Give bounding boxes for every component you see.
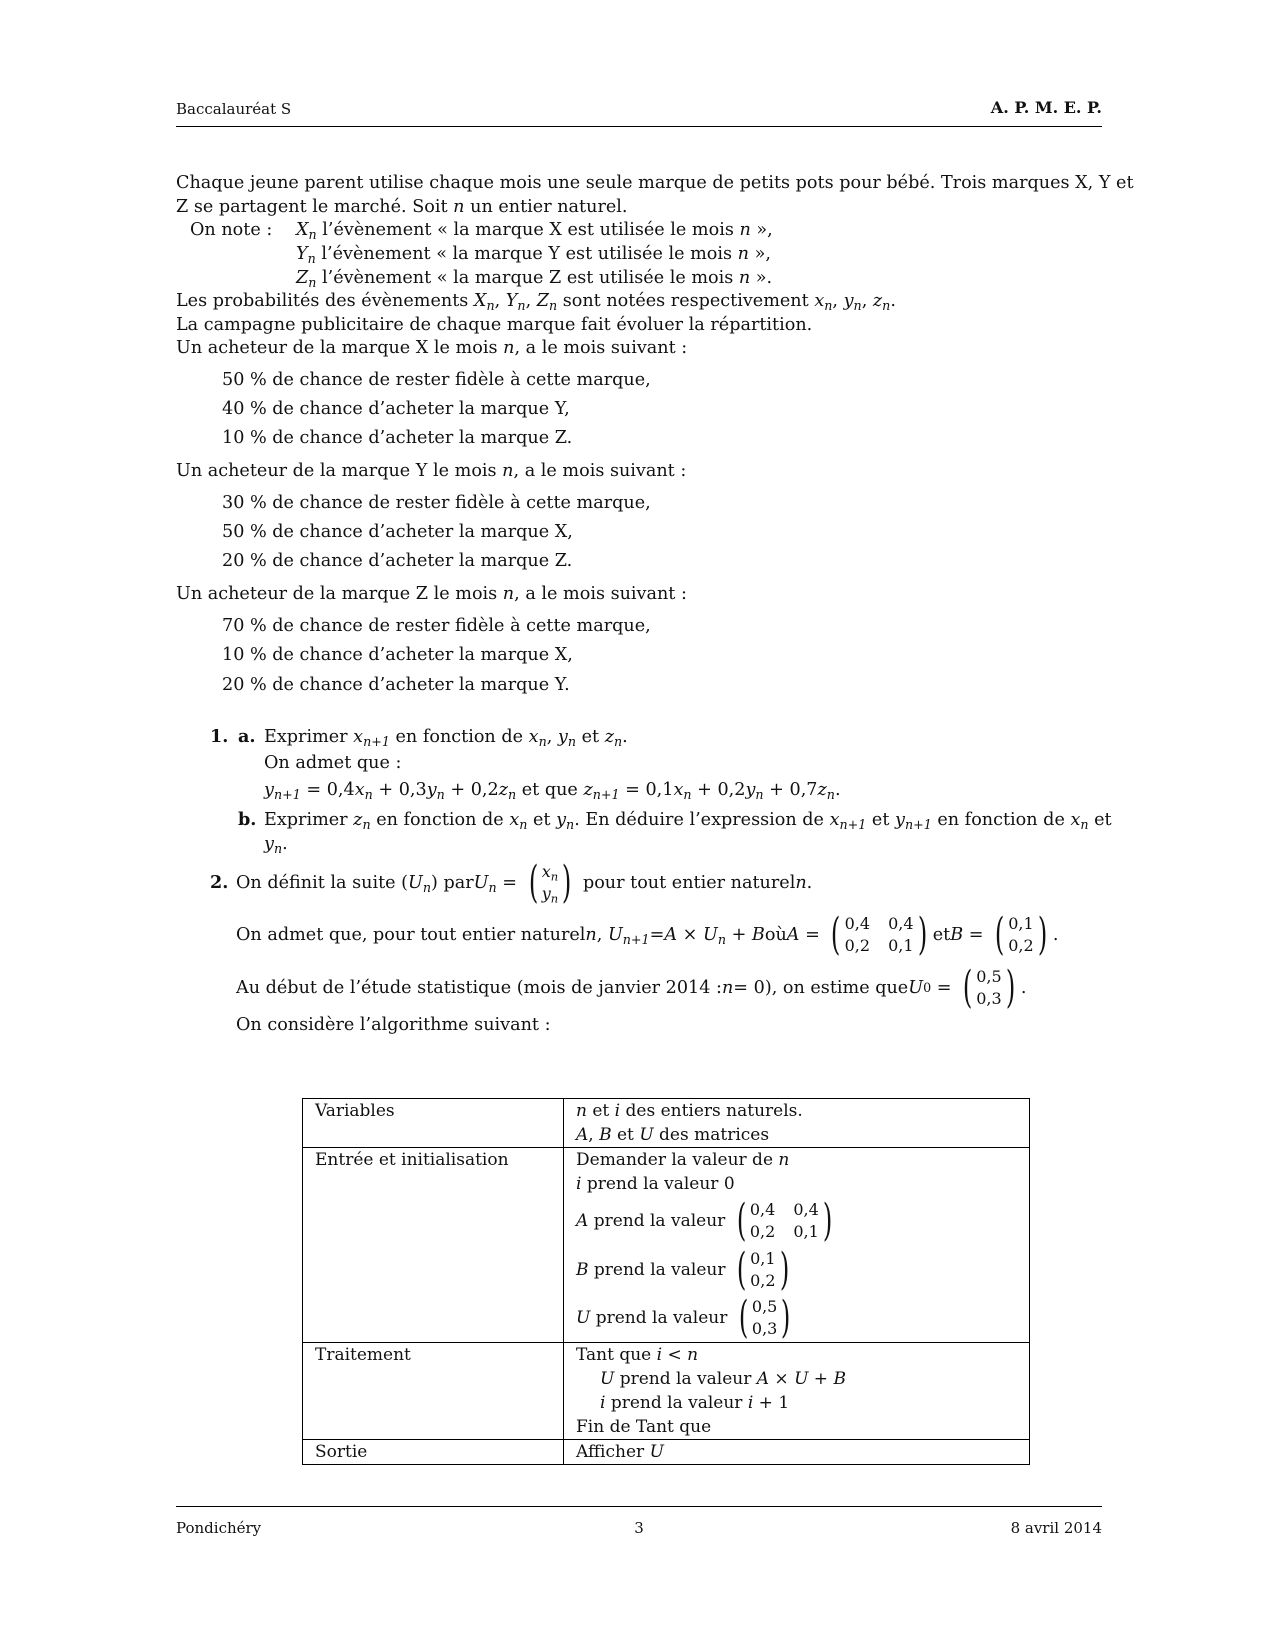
q1b-text-end: $y_n$. <box>264 834 288 856</box>
algo-matrix-a: ( 0,4 0,4 0,2 0,1 ) <box>736 1195 833 1246</box>
table-row <box>303 1343 1030 1440</box>
buyer-z-intro: Un acheteur de la marque Z le mois n, a le mois suivant : <box>176 584 687 604</box>
matrix-u0: ( 0,5 0,3 ) <box>962 962 1015 1013</box>
page-header <box>176 98 1102 127</box>
algo-matrix-u: ( 0,5 0,3 ) <box>738 1292 791 1343</box>
page-number: 3 <box>634 1519 644 1537</box>
buyer-x-item: 10 % de chance d’acheter la marque Z. <box>222 428 573 448</box>
note-label: On note : <box>190 220 273 240</box>
buyer-x-item: 40 % de chance d’acheter la marque Y, <box>222 399 570 419</box>
algo-matrix-b: ( 0,1 0,2 ) <box>736 1244 789 1295</box>
q1a-text: Exprimer $x_{n+1}$ en fonction de $x_n$, $y_n$ et $z_n$. <box>264 727 628 749</box>
matrix-a: ( 0,4 0,4 0,2 0,1 ) <box>831 909 927 960</box>
note-x: $X_n$ l’évènement « la marque X est utilisée le mois n », <box>296 220 773 242</box>
table-row <box>303 1440 1030 1465</box>
algo-value: n et i des entiers naturels. A, B et U des matrices <box>564 1099 1030 1148</box>
q1-number: 1. <box>210 726 229 747</box>
q1a-label: a. <box>238 726 256 747</box>
buyer-z-item: 70 % de chance de rester fidèle à cette marque, <box>222 616 651 636</box>
buyer-y-intro: Un acheteur de la marque Y le mois n, a le mois suivant : <box>176 461 687 481</box>
note-y: $Y_n$ l’évènement « la marque Y est utilisée le mois n », <box>296 244 771 266</box>
q2-start: Au début de l’étude statistique (mois de janvier 2014 : n = 0), on estime que U 0 = ( 0,5 0,3 ) . <box>236 962 1027 1013</box>
q1b-text: Exprimer $z_n$ en fonction de $x_n$ et $y_n$. En déduire l’expression de $x_{n+1}$ et $y_{n+1}$ en fonction de $x_n$ et <box>264 810 1112 832</box>
buyer-x-item: 50 % de chance de rester fidèle à cette marque, <box>222 370 651 390</box>
algo-key: Variables <box>303 1099 564 1148</box>
un-vector: ( $x_n$ $y_n$ ) <box>528 857 572 908</box>
q1a-admit: On admet que : <box>264 753 402 773</box>
page-footer <box>176 1506 1102 1543</box>
footer-date: 8 avril 2014 <box>1010 1519 1102 1537</box>
q2-consider: On considère l’algorithme suivant : <box>236 1015 551 1035</box>
footer-left: Pondichéry <box>176 1519 262 1537</box>
header-right: A. P. M. E. P. <box>990 98 1102 117</box>
table-row <box>303 1099 1030 1148</box>
algo-value: Tant que i < n U prend la valeur A × U + B i prend la valeur i + 1 Fin de Tant que <box>564 1343 1030 1440</box>
algo-value: Demander la valeur de n i prend la valeur 0 A prend la valeur ( 0,4 0,4 0,2 0,1 ) B prend la valeur ( 0,1 0,2 ) U prend la valeur ( 0,5 0,3 ) <box>564 1148 1030 1343</box>
algo-value: Afficher U <box>564 1440 1030 1465</box>
q1a-equation: $y_{n+1} = 0,4x_n + 0,3y_n + 0,2z_n$ et que $z_{n+1} = 0,1x_n + 0,2y_n + 0,7z_n$. <box>264 780 841 802</box>
algo-key: Entrée et initialisation <box>303 1148 564 1343</box>
intro-line-2: Z se partagent le marché. Soit n un entier naturel. <box>176 197 628 217</box>
q1b-label: b. <box>238 809 257 830</box>
q2-admit: On admet que, pour tout entier naturel n , $U_{n+1}$ = A × $U_n$ + B où A = ( 0,4 0,4 0,2 0,1 ) et B = ( 0,1 0,2 ) . <box>236 909 1059 960</box>
q2-number: 2. <box>210 872 229 893</box>
buyer-y-item: 50 % de chance d’acheter la marque X, <box>222 522 573 542</box>
matrix-b: ( 0,1 0,2 ) <box>994 909 1047 960</box>
buyer-z-item: 20 % de chance d’acheter la marque Y. <box>222 675 570 695</box>
buyer-y-item: 20 % de chance d’acheter la marque Z. <box>222 551 573 571</box>
header-left: Baccalauréat S <box>176 100 292 118</box>
algo-key: Traitement <box>303 1343 564 1440</box>
table-row <box>303 1148 1030 1343</box>
prob-line: Les probabilités des évènements $X_n$, $Y_n$, $Z_n$ sont notées respectivement $x_n$, $y_n$, $z_n$. <box>176 291 896 313</box>
campaign-line: La campagne publicitaire de chaque marque fait évoluer la répartition. <box>176 315 813 335</box>
buyer-y-item: 30 % de chance de rester fidèle à cette marque, <box>222 493 651 513</box>
buyer-z-item: 10 % de chance d’acheter la marque X, <box>222 645 573 665</box>
intro-line-1: Chaque jeune parent utilise chaque mois une seule marque de petits pots pour bébé. Trois marques X, Y et <box>176 173 1134 193</box>
algorithm-table <box>302 1098 1030 1465</box>
note-z: $Z_n$ l’évènement « la marque Z est utilisée le mois n ». <box>296 268 773 290</box>
algo-key: Sortie <box>303 1440 564 1465</box>
q2-definition: On définit la suite ( $U_n$ ) par $U_n$ = ( $x_n$ $y_n$ ) pour tout entier naturel n . <box>236 857 813 908</box>
buyer-x-intro: Un acheteur de la marque X le mois n, a le mois suivant : <box>176 338 688 358</box>
